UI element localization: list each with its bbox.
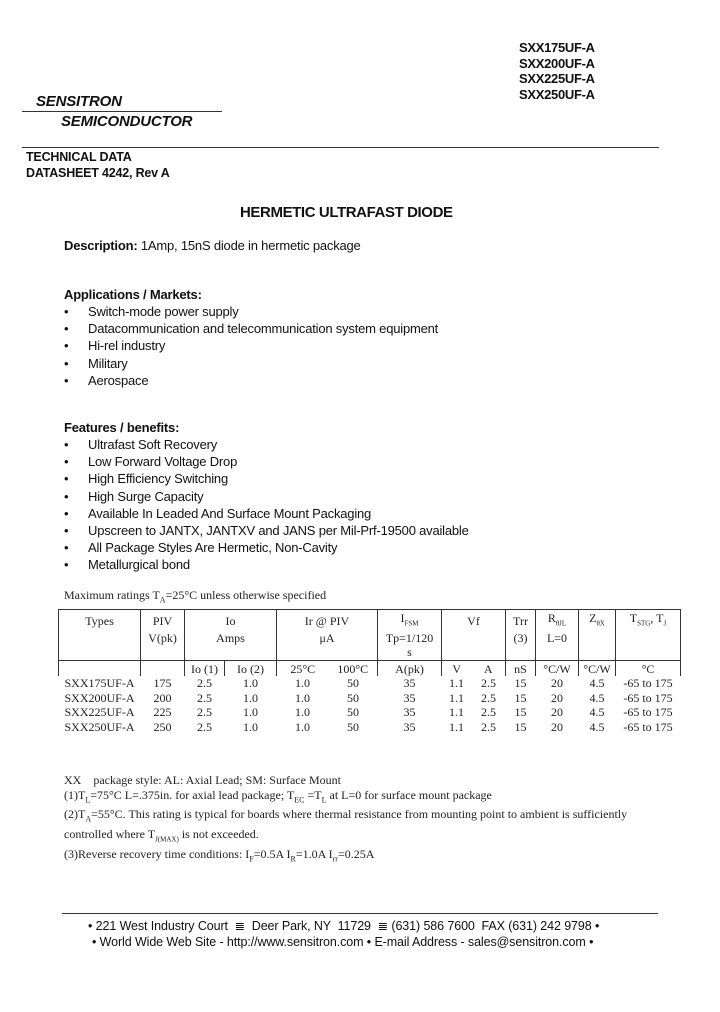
- table-row: SXX225UF-A 225 2.5 1.0 1.0 50 35 1.1 2.5 15 20 4.5 -65 to 175: [64, 705, 673, 720]
- ratings-caption: Maximum ratings $T_A=25^\circ C$ unless otherwise specified: [64, 588, 327, 605]
- footer-divider: [62, 913, 658, 914]
- list-item: • Ultrafast Soft Recovery: [64, 437, 218, 452]
- note-1: $(1)T_L=75^\circ C$ L=.375in. for axial lead package; $T_{EC} =T_L$ at L=0 for surface mount package: [64, 788, 492, 805]
- col-header-io: Io: [185, 610, 277, 631]
- table-row: SXX175UF-A 175 2.5 1.0 1.0 50 35 1.1 2.5 15 20 4.5 -65 to 175: [64, 676, 673, 691]
- features-heading: Features / benefits:: [64, 420, 180, 435]
- company-name-line2: SEMICONDUCTOR: [61, 113, 193, 130]
- part-number: SXX175UF-A: [519, 40, 595, 55]
- description: [64, 238, 361, 253]
- col-header-types: Types: [59, 610, 141, 631]
- notes: [64, 773, 664, 867]
- list-item: • Low Forward Voltage Drop: [64, 454, 238, 470]
- col-header-trr: Trr: [506, 610, 536, 631]
- company-name-line1: SENSITRON: [36, 93, 122, 110]
- col-header-zth: $Z_{\theta X}$: [579, 610, 616, 631]
- list-item: • Upscreen to JANTX, JANTXV and JANS per Mil-Prf-19500 available: [64, 522, 469, 538]
- list-item: • Available In Leaded And Surface Mount Packaging: [64, 505, 372, 521]
- list-item: • High Efficiency Switching: [64, 471, 228, 487]
- col-header-rth: $R_{\theta JL}$: [536, 610, 579, 631]
- note-2: $(2)T_A=55^\circ C$. This rating is typical for boards where thermal resistance from mounting point to ambient is sufficiently: [64, 807, 628, 824]
- col-header-piv: PIV: [141, 610, 185, 631]
- list-item: • Aerospace: [64, 372, 149, 388]
- col-header-temp: $T_{STG}$, $T_J$: [616, 610, 681, 631]
- note-package-style: XX package style: AL: Axial Lead; SM: Surface Mount: [64, 773, 341, 787]
- note-2-cont: controlled where $T_{J(MAX)}$ is not exceeded.: [64, 826, 259, 844]
- col-header-vf: Vf: [442, 610, 506, 631]
- ratings-table: [58, 609, 681, 734]
- part-number-list: [519, 40, 595, 102]
- header-divider: [22, 147, 659, 148]
- part-number: SXX200UF-A: [519, 55, 595, 71]
- description-label: Description:: [64, 238, 138, 253]
- list-item: • High Surge Capacity: [64, 488, 204, 504]
- list-item: • Military: [64, 355, 128, 371]
- list-item: • All Package Styles Are Hermetic, Non-Cavity: [64, 540, 338, 556]
- list-item: • Switch-mode power supply: [64, 304, 239, 319]
- applications-heading: Applications / Markets:: [64, 287, 202, 302]
- col-header-ir: Ir @ PIV: [277, 610, 378, 631]
- list-item: • Datacommunication and telecommunication system equipment: [64, 321, 439, 337]
- table-units-row: Io (1) Io (2) 25°C 100°C A(pk) V A nS °C/W °C/W °C: [59, 660, 681, 676]
- table-header-row: [59, 610, 681, 631]
- table-header-row: s: [59, 645, 681, 660]
- logo-underline: [22, 111, 222, 112]
- table-header-row: V(pk) Amps μA Tp=1/120 (3) L=0: [59, 631, 681, 646]
- applications-list: [64, 303, 438, 389]
- datasheet-label: DATASHEET 4242, Rev A: [26, 166, 170, 180]
- page-title: HERMETIC ULTRAFAST DIODE: [240, 204, 453, 221]
- note-3: (3)Reverse recovery time conditions: $I_F=0.5A$ $I_R=1.0A$ $I_{rr}=0.25A$: [64, 847, 375, 864]
- list-item: • Metallurgical bond: [64, 557, 190, 573]
- table-row: SXX200UF-A 200 2.5 1.0 1.0 50 35 1.1 2.5 15 20 4.5 -65 to 175: [64, 690, 673, 705]
- footer-address: • 221 West Industry Court ≣ Deer Park, NY 11729 ≣ (631) 586 7600 FAX (631) 242 9798 •: [88, 919, 600, 933]
- features-list: [64, 436, 469, 574]
- description-value: 1Amp, 15nS diode in hermetic package: [140, 238, 361, 253]
- col-header-ifsm: $I_{FSM}$: [378, 610, 442, 631]
- footer-contact: • World Wide Web Site - http://www.sensitron.com • E-mail Address - sales@sensitron.com •: [92, 935, 594, 949]
- list-item: • Hi-rel industry: [64, 338, 166, 354]
- table-row: SXX250UF-A 250 2.5 1.0 1.0 50 35 1.1 2.5 15 20 4.5 -65 to 175: [64, 719, 673, 734]
- technical-data-label: TECHNICAL DATA: [26, 150, 132, 164]
- part-number: SXX225UF-A: [519, 71, 595, 86]
- part-number: SXX250UF-A: [519, 86, 595, 102]
